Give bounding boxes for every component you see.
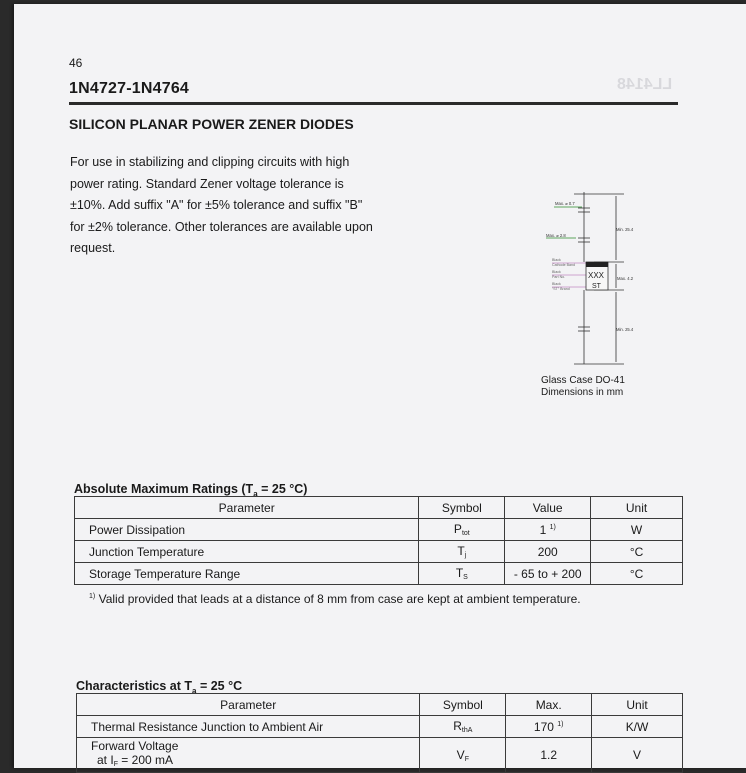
- intro-line: for ±2% tolerance. Other tolerances are available upon: [70, 219, 373, 234]
- cell-value: [505, 519, 591, 541]
- cell-value: - 65 to + 200: [505, 563, 591, 585]
- col-parameter: Parameter: [77, 694, 420, 716]
- label-cathode-1: Black: [552, 258, 561, 262]
- footnote-text: Valid provided that leads at a distance of 8 mm from case are kept at ambient temperature.: [98, 592, 581, 606]
- symbol-subscript: tot: [461, 530, 470, 537]
- marking-brand: ST: [592, 283, 601, 290]
- table-header-row: [77, 694, 683, 716]
- col-max: Max.: [506, 694, 592, 716]
- abs-max-table: [74, 496, 683, 585]
- diagram-caption: [541, 375, 625, 399]
- dim-min-254-bottom: Min. 25.4: [616, 327, 634, 332]
- cell-unit: W: [591, 519, 683, 541]
- cell-value: 1.2: [506, 738, 592, 773]
- symbol-main: V: [456, 747, 465, 762]
- label-part-1: Black: [552, 270, 561, 274]
- heading-subscript: a: [192, 686, 197, 696]
- intro-line: For use in stabilizing and clipping circuits with high: [70, 155, 350, 169]
- cell-symbol: [419, 541, 505, 563]
- caption-line: Glass Case DO-41: [541, 375, 625, 386]
- cell-parameter: Power Dissipation: [75, 519, 419, 541]
- param-line: [91, 753, 173, 767]
- symbol-main: T: [457, 544, 465, 558]
- cell-symbol: [420, 716, 506, 738]
- symbol-subscript: S: [463, 574, 468, 581]
- symbol-main: T: [455, 566, 464, 580]
- cell-value: [506, 716, 592, 738]
- label-cathode-2: Cathode Band: [552, 263, 575, 267]
- symbol-subscript: j: [464, 552, 467, 559]
- cell-unit: V: [592, 738, 683, 773]
- dim-max-07: Max. ⌀ 0.7: [555, 201, 575, 206]
- bleed-through-text: LL4148: [617, 76, 673, 93]
- heading-text: Absolute Maximum Ratings (T: [74, 482, 254, 496]
- intro-paragraph: [70, 152, 375, 260]
- heading-text: = 25 °C): [257, 482, 308, 496]
- param-line: Forward Voltage: [91, 739, 179, 753]
- caption-line: Dimensions in mm: [541, 387, 624, 398]
- param-text: = 200 mA: [117, 753, 173, 767]
- heading-text: = 25 °C: [196, 679, 243, 693]
- page-title: 1N4727-1N4764: [69, 80, 190, 97]
- label-brand-1: Black: [552, 282, 561, 286]
- cell-unit: K/W: [592, 716, 683, 738]
- symbol-subscript: thA: [461, 727, 473, 734]
- table-header-row: [75, 497, 683, 519]
- intro-line: ±10%. Add suffix "A" for ±5% tolerance and suffix "B": [70, 198, 363, 212]
- col-parameter: Parameter: [75, 497, 419, 519]
- symbol-main: R: [453, 719, 462, 733]
- datasheet-page: [14, 4, 746, 768]
- cell-parameter: Thermal Resistance Junction to Ambient Air: [77, 716, 420, 738]
- table-row: [77, 738, 683, 773]
- dim-max-42: Max. 4.2: [617, 276, 634, 281]
- intro-line: power rating. Standard Zener voltage tolerance is: [70, 176, 344, 191]
- symbol-subscript: F: [464, 755, 469, 763]
- footnote-ref: 1): [549, 523, 556, 531]
- cell-parameter: [77, 738, 420, 773]
- cell-parameter: Junction Temperature: [75, 541, 419, 563]
- cell-symbol: [420, 738, 506, 773]
- cell-unit: °C: [591, 563, 683, 585]
- value-text: 170: [533, 719, 554, 734]
- cell-symbol: [419, 563, 505, 585]
- label-brand-2: "ST" Brand: [552, 287, 570, 291]
- param-subscript: F: [113, 761, 118, 768]
- heading-subscript: a: [253, 489, 258, 499]
- table-row: [77, 716, 683, 738]
- dim-min-254-top: Min. 25.4: [616, 227, 634, 232]
- col-symbol: Symbol: [419, 497, 505, 519]
- value-text: 1: [539, 522, 547, 537]
- intro-line: request.: [70, 241, 116, 255]
- table-row: [75, 563, 683, 585]
- page-subtitle: SILICON PLANAR POWER ZENER DIODES: [69, 116, 354, 132]
- col-value: Value: [505, 497, 591, 519]
- page-number: 46: [69, 56, 83, 70]
- abs-max-footnote: [89, 592, 581, 606]
- footnote-mark: 1): [89, 593, 96, 600]
- cell-value: 200: [505, 541, 591, 563]
- cell-parameter: Storage Temperature Range: [75, 563, 419, 585]
- footnote-ref: 1): [557, 720, 564, 728]
- param-text: at I: [97, 753, 114, 767]
- symbol-main: P: [453, 522, 462, 536]
- table-row: [75, 519, 683, 541]
- col-unit: Unit: [592, 694, 683, 716]
- diode-outline-diagram: [524, 190, 634, 370]
- title-rule: [69, 102, 678, 105]
- table-row: [75, 541, 683, 563]
- dim-max-28: Max. ⌀ 2.8: [546, 233, 566, 238]
- characteristics-table: [76, 693, 683, 773]
- label-part-2: Part No.: [552, 275, 566, 279]
- heading-text: Characteristics at T: [76, 679, 193, 693]
- cell-unit: °C: [591, 541, 683, 563]
- cell-symbol: [419, 519, 505, 541]
- col-unit: Unit: [591, 497, 683, 519]
- col-symbol: Symbol: [420, 694, 506, 716]
- marking-part-number: XXX: [588, 271, 605, 280]
